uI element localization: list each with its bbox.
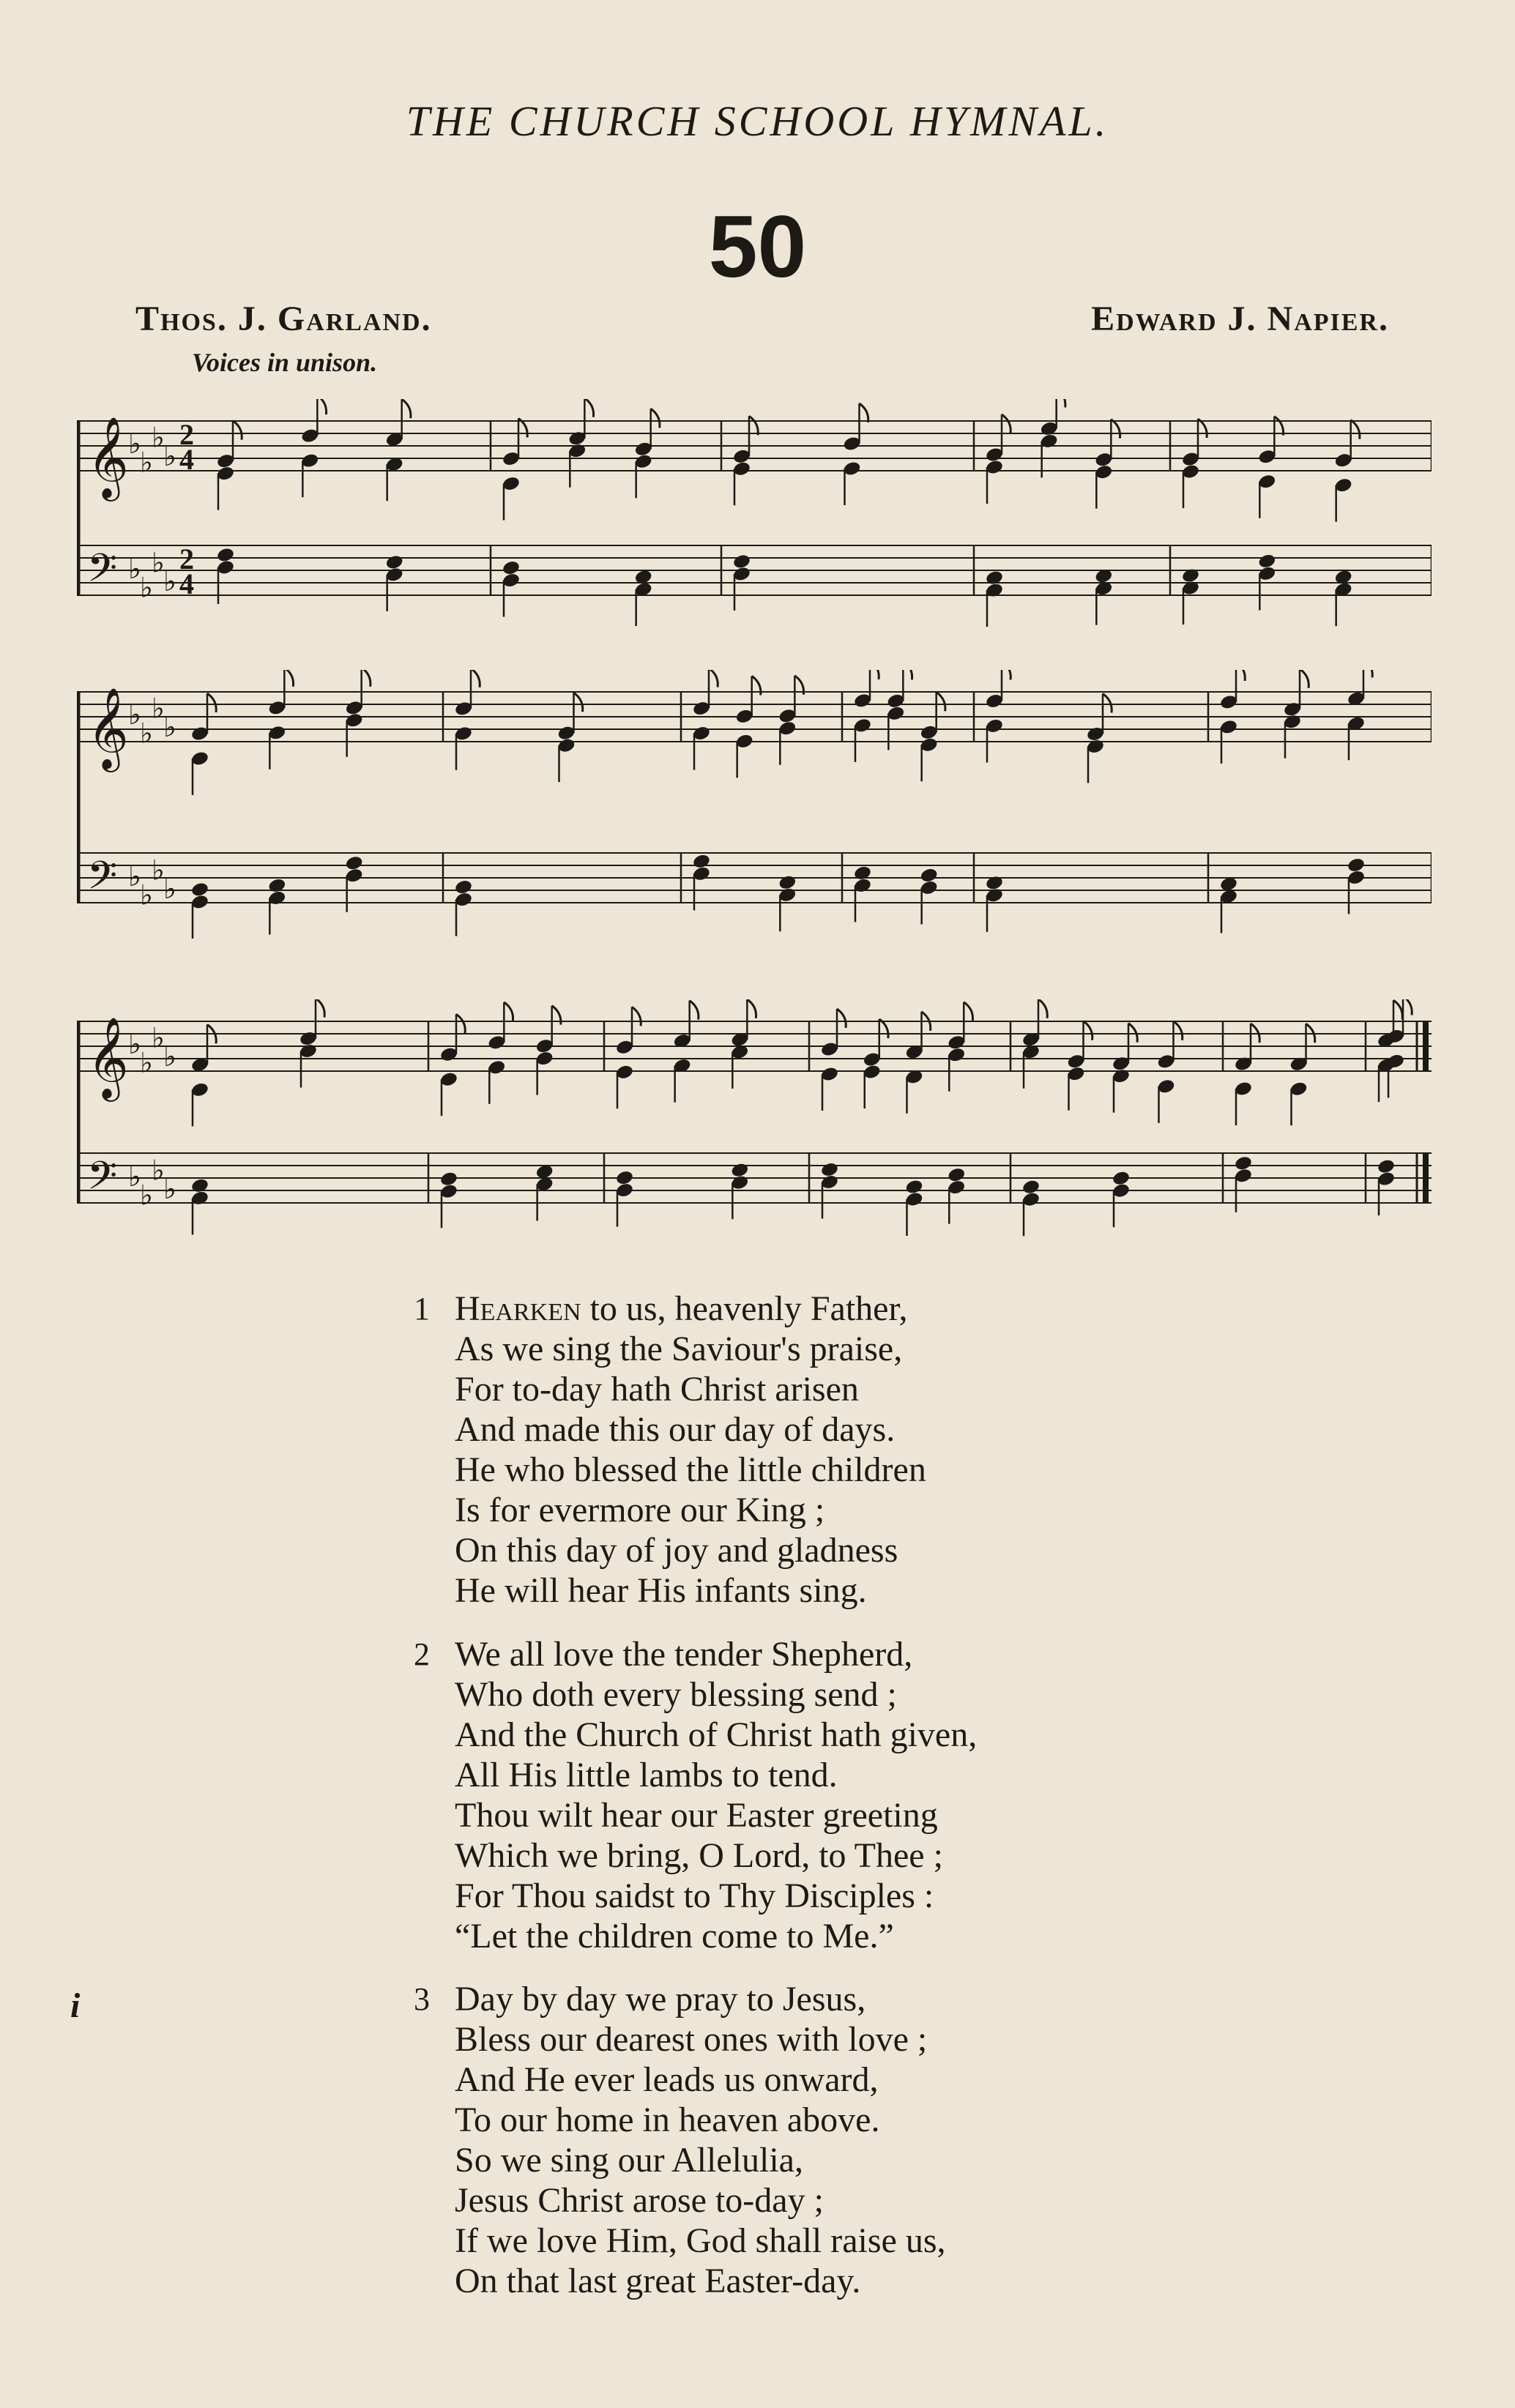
note-flag	[1128, 1024, 1137, 1043]
flat-icon: ♭	[140, 446, 153, 479]
verse-line: He who blessed the little children	[455, 1450, 926, 1489]
verse-line: Who doth every blessing send ;	[455, 1675, 897, 1714]
flat-icon: ♭	[128, 1028, 141, 1060]
notehead	[1234, 1155, 1253, 1172]
verse-line: Bless our dearest ones with love ;	[455, 2020, 928, 2059]
verse-2	[414, 1634, 977, 1956]
note-flag	[1174, 1021, 1183, 1040]
flat-icon: ♭	[152, 546, 165, 579]
verse-number: 1	[414, 1291, 430, 1327]
notehead	[853, 865, 872, 881]
flat-icon: ♭	[128, 428, 141, 460]
notehead	[385, 554, 404, 571]
flat-icon: ♭	[152, 692, 165, 725]
time-signature-bottom: 4	[179, 443, 194, 476]
note-flag	[362, 670, 371, 687]
grand-staff	[77, 999, 1432, 1263]
grand-staff	[77, 670, 1432, 977]
flat-icon: ♭	[152, 421, 165, 454]
verse-line: To our home in heaven above.	[455, 2101, 880, 2139]
flat-icon: ♭	[152, 854, 165, 887]
flat-icon: ♭	[128, 1160, 141, 1193]
verse-line: All His little lambs to tend.	[455, 1756, 838, 1794]
flat-icon: ♭	[163, 440, 176, 472]
note-flag	[1393, 1000, 1402, 1019]
verse-line: We all love the tender Shepherd,	[455, 1635, 913, 1674]
notehead	[904, 1179, 923, 1196]
flat-icon: ♭	[128, 553, 141, 585]
flat-icon: ♭	[163, 1173, 176, 1205]
verse-line: If we love Him, God shall raise us,	[455, 2221, 946, 2260]
note-flag	[964, 1002, 972, 1021]
hymn-number: 50	[708, 198, 807, 296]
grand-staff	[77, 399, 1432, 641]
verse-number: 2	[414, 1636, 430, 1672]
note-flag	[207, 693, 216, 712]
bass-clef-icon: 𝄢	[87, 546, 118, 600]
notehead	[190, 881, 209, 898]
music-system-3	[77, 999, 1432, 1263]
verse-line: Which we bring, O Lord, to Thee ;	[455, 1836, 943, 1875]
note-flag	[574, 693, 583, 712]
final-barline	[1423, 1153, 1429, 1203]
notehead	[615, 1169, 634, 1186]
note-flag	[316, 999, 324, 1017]
verse-line: On this day of joy and gladness	[455, 1531, 898, 1570]
verse-line: On that last great Easter-day.	[455, 2262, 861, 2300]
note-flag	[870, 670, 879, 679]
flat-icon: ♭	[140, 1046, 153, 1079]
note-flag	[1300, 670, 1309, 688]
notehead	[1112, 1170, 1131, 1187]
note-flag	[709, 670, 718, 687]
notehead	[1347, 857, 1366, 873]
note-flag	[937, 692, 945, 711]
note-flag	[1057, 399, 1065, 407]
note-flag	[1002, 670, 1010, 679]
verse-line: As we sing the Saviour's praise,	[455, 1330, 903, 1368]
note-flag	[233, 421, 242, 440]
note-flag	[504, 1002, 513, 1021]
note-flag	[402, 399, 411, 418]
note-flag	[1274, 417, 1283, 436]
verse-line: So we sing our Allelulia,	[455, 2141, 803, 2180]
note-flag	[837, 1009, 846, 1028]
time-signature-top: 2	[179, 418, 194, 451]
note-flag	[632, 1007, 641, 1026]
note-flag	[284, 670, 293, 687]
final-barline	[1423, 1021, 1429, 1071]
verse-line: “Let the children come to Me.”	[455, 1917, 894, 1956]
verse-3	[414, 1979, 946, 2301]
treble-clef-icon: 𝄞	[87, 1016, 129, 1098]
verse-1	[414, 1289, 926, 1611]
music-credit: Edward J. Napier.	[1091, 299, 1389, 338]
verse-line: For to-day hath Christ arisen	[455, 1370, 859, 1409]
note-flag	[1111, 420, 1120, 439]
verse-line: Day by day we pray to Jesus,	[455, 1980, 866, 2019]
note-flag	[1084, 1021, 1092, 1040]
time-signature-bottom: 4	[179, 567, 194, 600]
time-signature-top: 2	[179, 543, 194, 575]
performance-direction: Voices in unison.	[192, 348, 378, 377]
notehead	[732, 553, 751, 570]
note-flag	[1351, 420, 1360, 439]
verse-line: For Thou saidst to Thy Disciples :	[455, 1876, 934, 1915]
flat-icon: ♭	[163, 565, 176, 597]
music-system-1	[77, 399, 1432, 641]
note-flag	[317, 399, 326, 414]
flat-icon: ♭	[140, 571, 153, 604]
verse-line	[455, 1289, 926, 1329]
notehead	[692, 853, 711, 870]
notehead	[730, 1162, 749, 1179]
flat-icon: ♭	[140, 1179, 153, 1212]
verse-line: Is for evermore our King ;	[455, 1491, 825, 1529]
notehead	[502, 559, 521, 576]
note-flag	[749, 416, 758, 435]
notehead	[820, 1161, 839, 1178]
running-head: THE CHURCH SCHOOL HYMNAL.	[406, 97, 1109, 145]
verse-line: And the Church of Christ hath given,	[455, 1715, 978, 1754]
note-flag	[903, 670, 912, 679]
note-flag	[747, 999, 756, 1018]
flat-icon: ♭	[128, 860, 141, 892]
note-flag	[1002, 414, 1010, 433]
flat-icon: ♭	[140, 879, 153, 912]
notehead	[985, 875, 1004, 892]
flat-icon: ♭	[152, 1154, 165, 1187]
notehead	[1377, 1158, 1396, 1175]
bass-clef-icon: 𝄢	[87, 854, 118, 908]
notehead	[454, 879, 473, 895]
notehead	[190, 1177, 209, 1194]
treble-clef-icon: 𝄞	[87, 687, 129, 769]
treble-clef-icon: 𝄞	[87, 416, 129, 498]
note-flag	[1038, 999, 1047, 1018]
verse-number: 3	[414, 1981, 430, 2017]
note-flag	[1363, 670, 1372, 677]
notehead	[216, 547, 235, 564]
note-flag	[860, 403, 868, 422]
flat-icon: ♭	[140, 717, 153, 750]
note-flag	[456, 1014, 465, 1033]
words-credit: Thos. J. Garland.	[135, 299, 432, 338]
music-system-2	[77, 670, 1432, 977]
marginal-mark: i	[70, 1986, 81, 2025]
notehead	[1257, 553, 1276, 570]
note-flag	[1403, 999, 1412, 1015]
notehead	[267, 877, 286, 894]
note-flag	[1103, 693, 1112, 712]
verse-line: Thou wilt hear our Easter greeting	[455, 1796, 938, 1835]
notehead	[439, 1171, 458, 1188]
flat-icon: ♭	[163, 873, 176, 905]
verse-line: And He ever leads us onward,	[455, 2060, 879, 2099]
notehead	[920, 867, 939, 884]
flat-icon: ♭	[163, 1040, 176, 1073]
note-flag	[1236, 670, 1245, 681]
verse-first-line-rest: to us, heavenly Father,	[581, 1289, 908, 1328]
notehead	[778, 874, 797, 891]
verse-first-word: Hearken	[455, 1289, 581, 1328]
note-flag	[471, 670, 480, 687]
notehead	[1021, 1179, 1041, 1196]
flat-icon: ♭	[128, 698, 141, 731]
verse-line: And made this our day of days.	[455, 1410, 896, 1449]
bass-clef-icon: 𝄢	[87, 1154, 118, 1208]
verse-line: Jesus Christ arose to-day ;	[455, 2181, 824, 2220]
note-flag	[690, 1001, 699, 1020]
flat-icon: ♭	[152, 1021, 165, 1054]
notehead	[345, 854, 364, 871]
verse-line: He will hear His infants sing.	[455, 1571, 867, 1610]
note-flag	[651, 409, 660, 428]
notehead	[947, 1166, 966, 1183]
note-flag	[584, 399, 593, 417]
flat-icon: ♭	[163, 711, 176, 743]
